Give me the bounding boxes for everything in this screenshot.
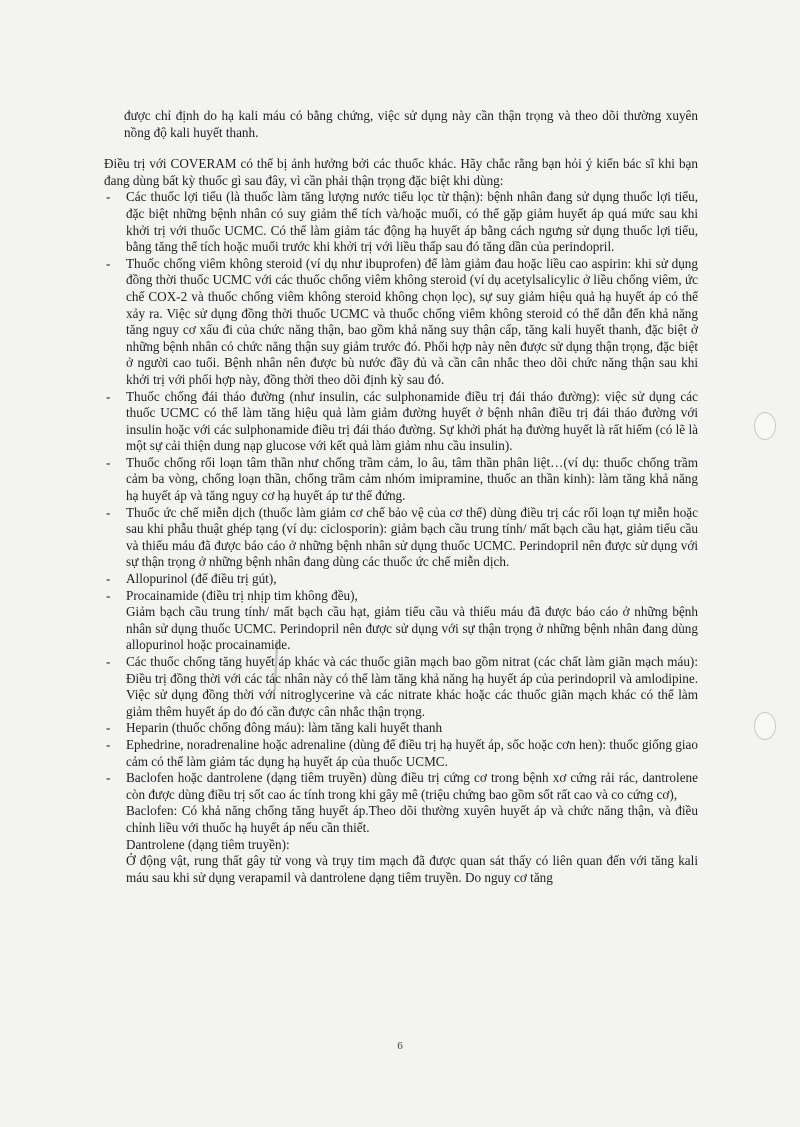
interaction-list — [104, 189, 698, 886]
list-item — [104, 588, 698, 605]
list-item-text: Allopurinol (để điều trị gút), — [126, 571, 277, 587]
list-item — [104, 737, 698, 770]
punch-hole — [754, 712, 776, 740]
list-item-text: Thuốc chống viêm không steroid (ví dụ như ibuprofen) để làm giảm đau hoặc liều cao aspirin: khi sử dụng đồng thời thuốc UCMC với các thuốc chống viêm không steroid (ví dụ acetylsalicylic ở liều chống viêm, ức chế COX-2 và thuốc chống viêm không steroid không chọn lọc), sự suy giảm hiệu quả hạ huyết áp có thể xảy ra. Việc sử dụng đồng thời thuốc UCMC và thuốc chống viêm không steroid có thể dẫn đến khả năng tăng nguy cơ xấu đi của chức năng thận, bao gồm khả năng suy thận cấp, tăng kali huyết thanh, đặc biệt ở những bệnh nhân có chức năng thận suy giảm trước đó. Phối hợp này nên được sử dụng thận trọng, đặc biệt ở người cao tuổi. Bệnh nhân nên được bù nước đầy đủ và cần cân nhắc theo dõi chức năng thận sau khi khởi trị với phối hợp này, đồng thời theo dõi định kỳ sau đó. — [126, 255, 698, 387]
list-item-note: Giảm bạch cầu trung tính/ mất bạch cầu hạt, giảm tiểu cầu và thiếu máu đã được báo cáo ở những bệnh nhân sử dụng thuốc UCMC. Perindopril nên được sử dụng với sự thận trọng ở những bệnh nhân đang dùng allopurinol hoặc procainamide. — [126, 604, 698, 653]
list-item — [104, 455, 698, 505]
list-item — [104, 770, 698, 803]
list-item — [104, 571, 698, 588]
list-item-text: Các thuốc chống tăng huyết áp khác và các thuốc giãn mạch bao gồm nitrat (các chất làm giãn mạch máu): Điều trị đồng thời với các tác nhân này có thể làm tăng khả năng hạ huyết áp của perindopril và amlodipine. Việc sử dụng đồng thời với nitroglycerine và các nitrate khác hoặc các thuốc giãn mạch khác có thể làm giảm thêm huyết áp do đó cần được cân nhắc thận trọng. — [126, 654, 698, 719]
list-item — [104, 256, 698, 389]
list-item-text: Thuốc chống rối loạn tâm thần như chống trầm cảm, lo âu, tâm thần phân liệt…(ví dụ: thuốc chống trầm cảm ba vòng, chống loạn thần, chống trầm cảm nhóm imipramine, thuốc an thần kinh): làm tăng khả năng hạ huyết áp và tăng nguy cơ hạ huyết áp tư thế đứng. — [126, 454, 698, 504]
list-item-note: Baclofen: Có khả năng chống tăng huyết áp.Theo dõi thường xuyên huyết áp và chức năng thận, và điều chỉnh liều với thuốc hạ huyết áp nếu cần thiết. — [126, 803, 698, 835]
punch-hole — [754, 412, 776, 440]
list-item-text: Thuốc ức chế miễn dịch (thuốc làm giảm cơ chế bảo vệ của cơ thể) dùng điều trị các rối loạn tự miễn hoặc sau khi phẫu thuật ghép tạng (ví dụ: ciclosporin): giảm bạch cầu trung tính/ mất bạch cầu hạt, giảm tiểu cầu và thiếu máu đã được báo cáo ở những bệnh nhân sử dụng thuốc UCMC. Perindopril nên được sử dụng với sự thận trọng ở những bệnh nhân đang dùng các thuốc ức chế miễn dịch. — [126, 504, 698, 570]
list-item — [104, 654, 698, 720]
list-item-note: Ở động vật, rung thất gây tử vong và trụy tim mạch đã được quan sát thấy có liên quan đến với tăng kali máu sau khi sử dụng verapamil và dantrolene dạng tiêm truyền. Do nguy cơ tăng — [126, 853, 698, 885]
list-item-text: Các thuốc lợi tiểu (là thuốc làm tăng lượng nước tiểu lọc từ thận): bệnh nhân đang sử dụng thuốc lợi tiểu, đặc biệt những bệnh nhân có suy giảm thể tích và/hoặc muối, có thể gặp giảm huyết áp quá mức sau khi khởi trị với thuốc UCMC. Có thể làm giảm tác động hạ huyết áp bằng cách ngưng sử dụng thuốc lợi tiểu, bằng tăng thể tích hoặc muối trước khi khởi trị với liều thấp sau đó tăng dần của perindopril. — [126, 189, 698, 255]
list-item-text: Baclofen hoặc dantrolene (dạng tiêm truyền) dùng điều trị cứng cơ trong bệnh xơ cứng rải rác, dantrolene còn được dùng điều trị sốt cao ác tính trong khi gây mê (triệu chứng bao gồm sốt rất cao và co cứng cơ), — [126, 770, 698, 802]
page-number: 6 — [397, 1040, 403, 1052]
list-item — [104, 720, 698, 737]
list-item — [104, 505, 698, 571]
list-item-text: Heparin (thuốc chống đông máu): làm tăng kali huyết thanh — [126, 720, 443, 736]
intro-paragraph: được chỉ định do hạ kali máu có bằng chứng, việc sử dụng này cần thận trọng và theo dõi thường xuyên nồng độ kali huyết thanh. — [124, 108, 698, 140]
list-item — [104, 189, 698, 255]
list-item-text: Procainamide (điều trị nhịp tim không đều), — [126, 587, 358, 603]
list-item-text: Thuốc chống đái tháo đường (như insulin, các sulphonamide điều trị đái tháo đường): việc sử dụng các thuốc UCMC có thể làm tăng hiệu quả làm giảm đường huyết ở bệnh nhân điều trị đái tháo đường với insulin hoặc với các sulphonamide điều trị đái tháo đường. Sự khởi phát hạ đường huyết là rất hiếm (có lẽ là một sự cải thiện dung nạp glucose với kết quả làm giảm nhu cầu insulin). — [126, 388, 698, 454]
list-item — [104, 389, 698, 455]
body-text — [104, 108, 698, 886]
section-intro: Điều trị với COVERAM có thể bị ảnh hưởng bởi các thuốc khác. Hãy chắc rằng bạn hỏi ý kiến bác sĩ khi bạn đang dùng bất kỳ thuốc gì sau đây, vì cần phải thận trọng đặc biệt khi dùng: — [104, 156, 698, 188]
list-item-text: Ephedrine, noradrenaline hoặc adrenaline (dùng để điều trị hạ huyết áp, sốc hoặc cơn hen): thuốc giống giao cảm có thể làm giảm tác dụng hạ huyết áp của thuốc UCMC. — [126, 736, 698, 769]
list-item-note: Dantrolene (dạng tiêm truyền): — [126, 836, 290, 852]
